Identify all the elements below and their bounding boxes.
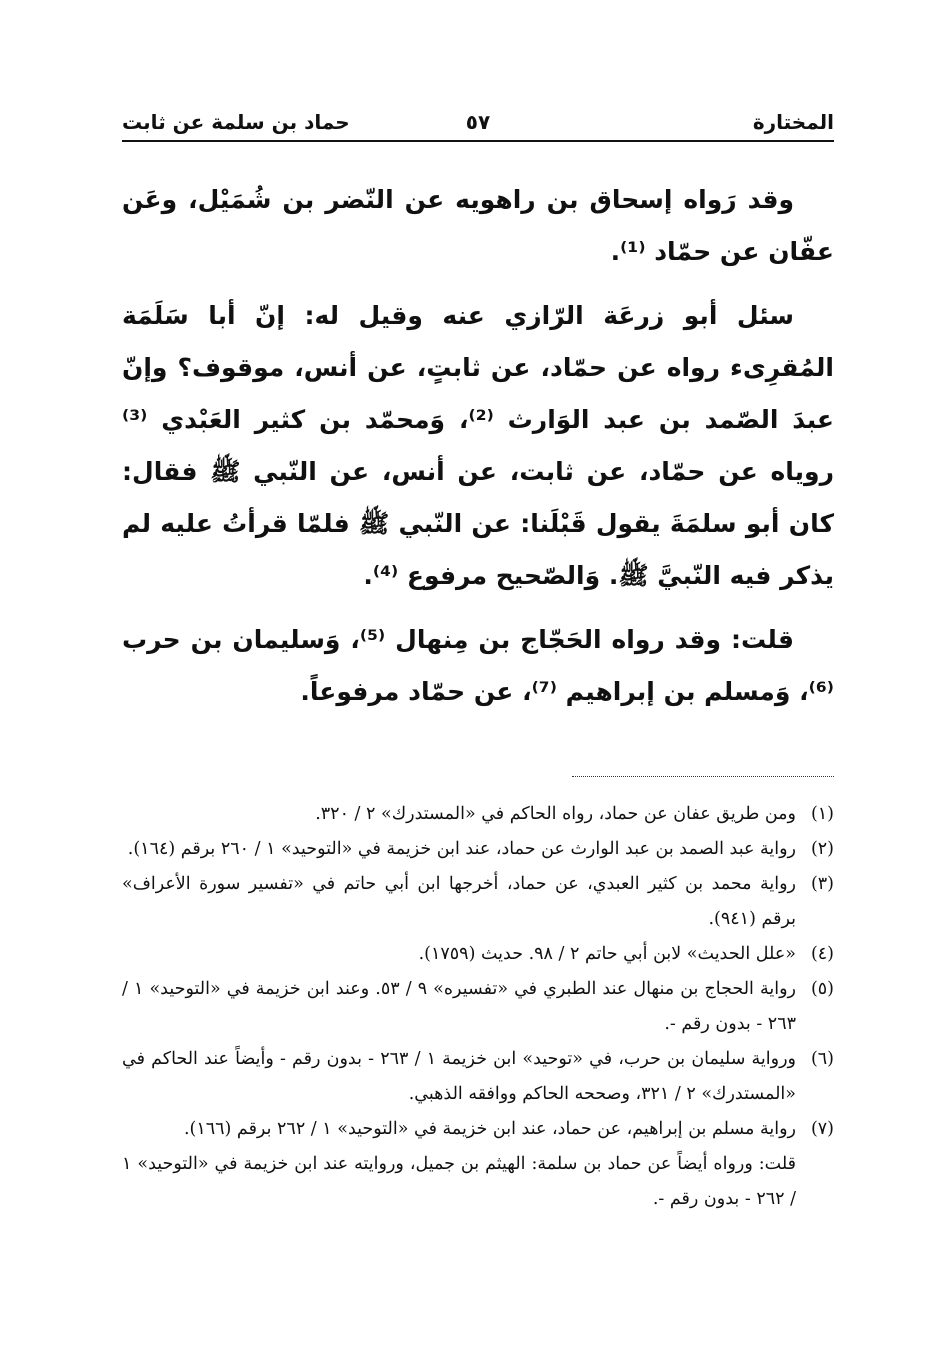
footnote-text: ورواية سليمان بن حرب، في «توحيد» ابن خزيمة ١ / ٢٦٣ - بدون رقم - وأيضاً عند الحاكم في «المستدرك» ٢ / ٣٢١، وصححه الحاكم ووافقه الذهبي. xyxy=(122,1049,796,1104)
paragraph-3: قلت: وقد رواه الحَجّاج بن مِنهال ⁽⁵⁾، وَسليمان بن حرب ⁽⁶⁾، وَمسلم بن إبراهيم ⁽⁷⁾، عن حمّاد مرفوعاً. xyxy=(122,625,834,706)
book-page xyxy=(122,100,834,1217)
page-number: ٥٧ xyxy=(465,110,491,134)
footnote-number: (٦) xyxy=(810,1049,834,1069)
footnote-text: ومن طريق عفان عن حماد، رواه الحاكم في «المستدرك» ٢ / ٣٢٠. xyxy=(315,804,796,824)
footnote-number: (٤) xyxy=(810,944,834,964)
footnote-3 xyxy=(122,867,834,937)
footnote-text: رواية الحجاج بن منهال عند الطبري في «تفسيره» ٩ / ٥٣. وعند ابن خزيمة في «التوحيد» ١ / ٢٦٣ - بدون رقم -. xyxy=(122,979,796,1034)
running-header xyxy=(122,100,834,142)
footnote-2 xyxy=(122,832,834,867)
footnote-text: رواية عبد الصمد بن عبد الوارث عن حماد، عند ابن خزيمة في «التوحيد» ١ / ٢٦٠ برقم (١٦٤). xyxy=(127,839,796,859)
paragraph-2: سئل أبو زرعَة الرّازي عنه وقيل له: إنّ أبا سَلَمَة المُقرِىء رواه عن حمّاد، عن ثابتٍ، عن أنس، موقوف؟ وإنّ عبدَ الصّمد بن عبد الوَارث ⁽²⁾، وَمحمّد بن كثير العَبْدي ⁽³⁾ روياه عن حمّاد، عن ثابت، عن أنس، عن النّبي ﷺ فقال: كان أبو سلمَةَ يقول قَبْلَنا: عن النّبي ﷺ فلمّا قرأتُ عليه لم يذكر فيه النّبيَّ ﷺ. وَالصّحيح مرفوع ⁽⁴⁾. xyxy=(122,301,834,590)
footnote-text: رواية محمد بن كثير العبدي، عن حماد، أخرجها ابن أبي حاتم في «تفسير سورة الأعراف» برقم (٩٤١). xyxy=(122,874,796,929)
footnote-addendum: قلت: ورواه أيضاً عن حماد بن سلمة: الهيثم بن جميل، وروايته عند ابن خزيمة في «التوحيد» ١ / ٢٦٢ - بدون رقم -. xyxy=(122,1154,796,1209)
footnote-text: «علل الحديث» لابن أبي حاتم ٢ / ٩٨. حديث (١٧٥٩). xyxy=(418,944,796,964)
footnote-number: (٥) xyxy=(810,979,834,999)
footnote-4 xyxy=(122,937,834,972)
footnote-1 xyxy=(122,797,834,832)
header-book-title: المختارة xyxy=(752,110,834,134)
footnote-7 xyxy=(122,1112,834,1147)
footnote-6 xyxy=(122,1042,834,1112)
footnote-number: (٧) xyxy=(810,1119,834,1139)
footnotes xyxy=(122,797,834,1217)
footnote-number: (٣) xyxy=(810,874,834,894)
main-text xyxy=(122,174,834,718)
header-section-title: حماد بن سلمة عن ثابت xyxy=(122,110,350,134)
paragraph-1: وقد رَواه إسحاق بن راهويه عن النّضر بن شُمَيْل، وعَن عفّان عن حمّاد ⁽¹⁾. xyxy=(122,185,834,266)
footnote-number: (١) xyxy=(810,804,834,824)
footnote-5 xyxy=(122,972,834,1042)
footnote-number: (٢) xyxy=(810,839,834,859)
footnote-separator xyxy=(572,776,834,777)
footnote-text: رواية مسلم بن إبراهيم، عن حماد، عند ابن خزيمة في «التوحيد» ١ / ٢٦٢ برقم (١٦٦). xyxy=(183,1119,796,1139)
